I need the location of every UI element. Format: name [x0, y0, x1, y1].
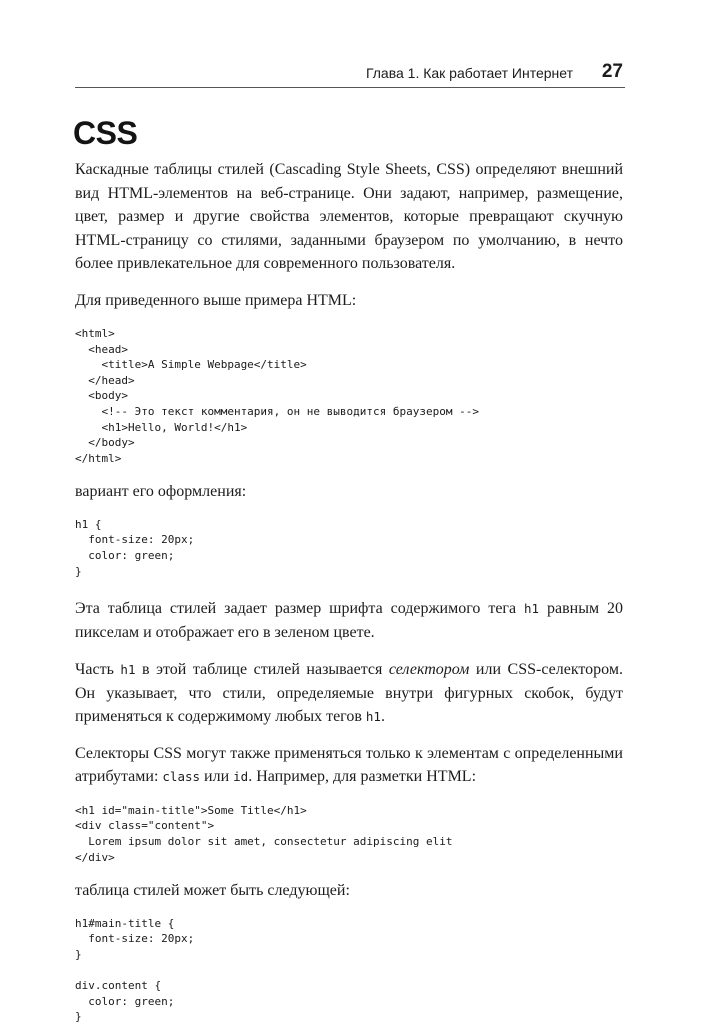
intro-paragraph: Каскадные таблицы стилей (Cascading Style Sheets, CSS) определяют внешний вид HTML-элементов на веб-странице. Они задают, например, размещение, цвет, размер и другие свойства элементов, которые превращают скучную HTML-страницу со стилями, заданными браузером по умолчанию, в нечто более привлекательное для современного пользователя.	[75, 161, 623, 272]
css-code-listing: h1 { font-size: 20px; color: green; }	[75, 517, 195, 578]
inline-code-class: class	[162, 769, 201, 785]
page-number: 27	[601, 61, 623, 82]
markup-code-listing: <h1 id="main-title">Some Title</h1> <div class="content"> Lorem ipsum dolor sit amet, consectetur adipiscing elit </div>	[75, 803, 453, 864]
html-code-listing: <html> <head> <title>A Simple Webpage</title> </head> <body> <!-- Это текст комментария, он не выводится браузером --> <h1>Hello, World!</h1> </body> </html>	[75, 327, 479, 465]
section-title: CSS	[73, 115, 138, 151]
page-body	[75, 158, 623, 1025]
stylesheet-lead: таблица стилей может быть следующей:	[75, 882, 350, 900]
inline-code-h1: h1	[365, 709, 381, 725]
term-selector: селектором	[388, 661, 470, 679]
chapter-title: Глава 1. Как работает Интернет	[365, 65, 573, 81]
stylesheet-code-listing: h1#main-title { font-size: 20px; } div.content { color: green; }	[75, 916, 195, 1024]
header-rule	[75, 87, 625, 88]
attributes-paragraph: Селекторы CSS могут также применяться только к элементам с определенными атрибутами: class или id. Например, для разметки HTML:	[75, 744, 623, 786]
selector-paragraph: Часть h1 в этой таблице стилей называется селектором или CSS-селектором. Он указывает, что стили, определяемые внутри фигурных скобок, будут применяться к содержимому любых тегов h1.	[75, 661, 623, 726]
explanation-paragraph: Эта таблица стилей задает размер шрифта содержимого тега h1 равным 20 пикселам и отображает его в зеленом цвете.	[75, 600, 624, 641]
inline-code-h1: h1	[524, 601, 540, 617]
css-example-lead: вариант его оформления:	[75, 483, 247, 501]
inline-code-h1: h1	[120, 662, 136, 678]
running-head	[75, 62, 625, 84]
inline-code-id: id	[233, 769, 249, 785]
html-example-lead: Для приведенного выше примера HTML:	[75, 291, 357, 309]
